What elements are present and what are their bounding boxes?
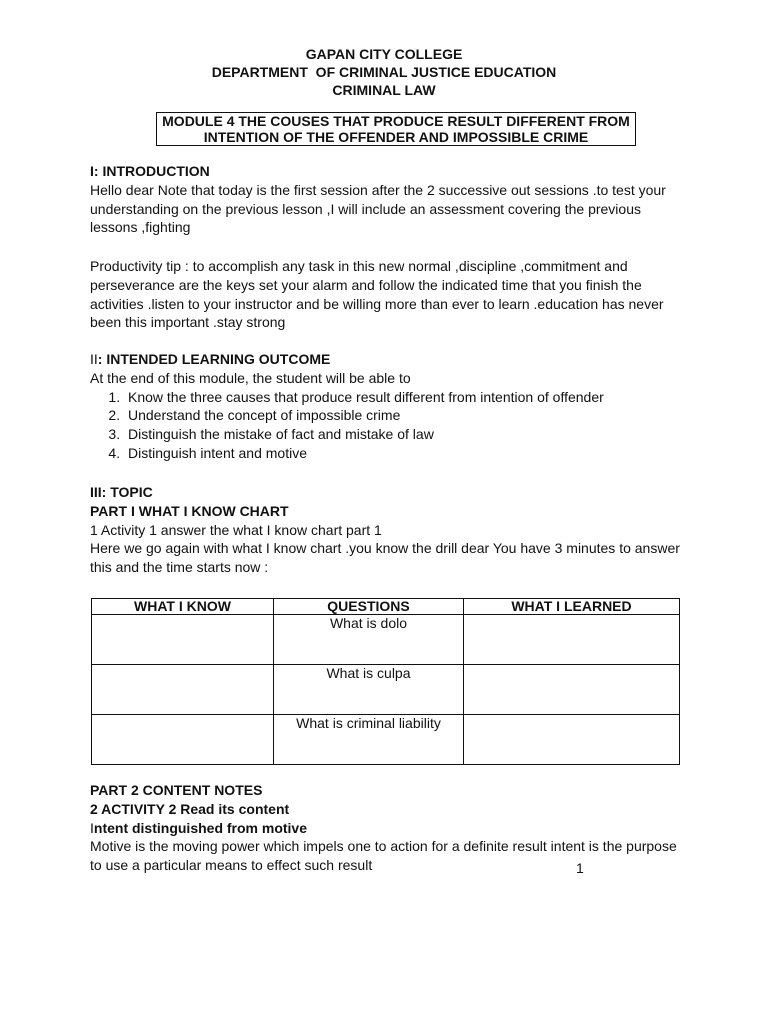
learning-outcome-list — [90, 388, 690, 463]
table-header-row — [92, 599, 680, 615]
subject-name: CRIMINAL LAW — [332, 82, 436, 98]
learning-outcome-heading-text: : INTENDED LEARNING OUTCOME — [97, 351, 331, 367]
what-i-know-cell[interactable] — [92, 665, 274, 715]
introduction-section — [90, 162, 690, 237]
what-i-know-cell[interactable] — [92, 615, 274, 665]
document-header — [0, 45, 768, 99]
column-header-what-i-learned: WHAT I LEARNED — [464, 599, 680, 615]
department-name: DEPARTMENT OF CRIMINAL JUSTICE EDUCATION — [211, 64, 557, 80]
college-name: GAPAN CITY COLLEGE — [305, 46, 463, 62]
activity2-heading: 2 ACTIVITY 2 Read its content — [90, 800, 290, 817]
list-item: 1. Know the three causes that produce result different from intention of offender — [124, 388, 690, 407]
learning-outcome-lead: At the end of this module, the student will be able to — [90, 369, 411, 386]
topic-section — [90, 483, 690, 577]
question-cell: What is culpa — [274, 665, 464, 715]
module-title-box — [156, 112, 636, 146]
what-i-learned-cell[interactable] — [464, 665, 680, 715]
what-i-learned-cell[interactable] — [464, 615, 680, 665]
column-header-questions: QUESTIONS — [274, 599, 464, 615]
list-item: 3. Distinguish the mistake of fact and mistake of law — [124, 425, 690, 444]
module-title-line-1: MODULE 4 THE COUSES THAT PRODUCE RESULT DIFFERENT FROM — [162, 113, 630, 129]
learning-outcome-heading-prefix: II — [90, 351, 98, 367]
learning-outcome-section — [90, 350, 690, 463]
activity1-instruction: Here we go again with what I know chart .you know the drill dear You have 3 minutes to answer this and the time starts now : — [90, 540, 680, 576]
part2-heading: PART 2 CONTENT NOTES — [90, 782, 263, 798]
what-i-know-cell[interactable] — [92, 715, 274, 765]
column-header-what-i-know: WHAT I KNOW — [92, 599, 274, 615]
introduction-paragraph-1: Hello dear Note that today is the first session after the 2 successive out sessions .to test your understanding on the previous lesson ,I will include an assessment covering the previous lessons ,fighting — [90, 181, 666, 236]
learning-outcome-heading — [90, 350, 690, 369]
list-item: 4. Distinguish intent and motive — [124, 444, 690, 463]
what-i-know-chart — [91, 598, 680, 765]
table-row — [92, 615, 680, 665]
subheading-text: ntent distinguished from motive — [93, 819, 308, 836]
table-row — [92, 665, 680, 715]
module-title-line-2: INTENTION OF THE OFFENDER AND IMPOSSIBLE CRIME — [203, 128, 589, 145]
table-row — [92, 715, 680, 765]
page-number: 1 — [576, 860, 584, 876]
question-cell: What is dolo — [274, 615, 464, 665]
subheading-initial: I — [90, 819, 94, 836]
list-item: 2. Understand the concept of impossible crime — [124, 406, 690, 425]
topic-heading: III: TOPIC — [90, 484, 153, 500]
intent-motive-subheading — [90, 819, 690, 838]
what-i-learned-cell[interactable] — [464, 715, 680, 765]
content-notes-section — [90, 781, 690, 875]
productivity-tip-section — [90, 257, 690, 332]
introduction-heading: I: INTRODUCTION — [90, 163, 210, 179]
intent-motive-paragraph: Motive is the moving power which impels one to action for a definite result intent is the purpose to use a particular means to effect such result — [90, 838, 677, 874]
productivity-tip-paragraph: Productivity tip : to accomplish any task in this new normal ,discipline ,commitment and perseverance are the keys set your alarm and follow the indicated time that you finish the activities .listen to your instructor and be willing more than ever to learn .education has never been this important .stay strong — [90, 258, 664, 331]
question-cell: What is criminal liability — [274, 715, 464, 765]
activity1-text: 1 Activity 1 answer the what I know chart part 1 — [90, 521, 382, 538]
part1-heading: PART I WHAT I KNOW CHART — [90, 502, 289, 519]
